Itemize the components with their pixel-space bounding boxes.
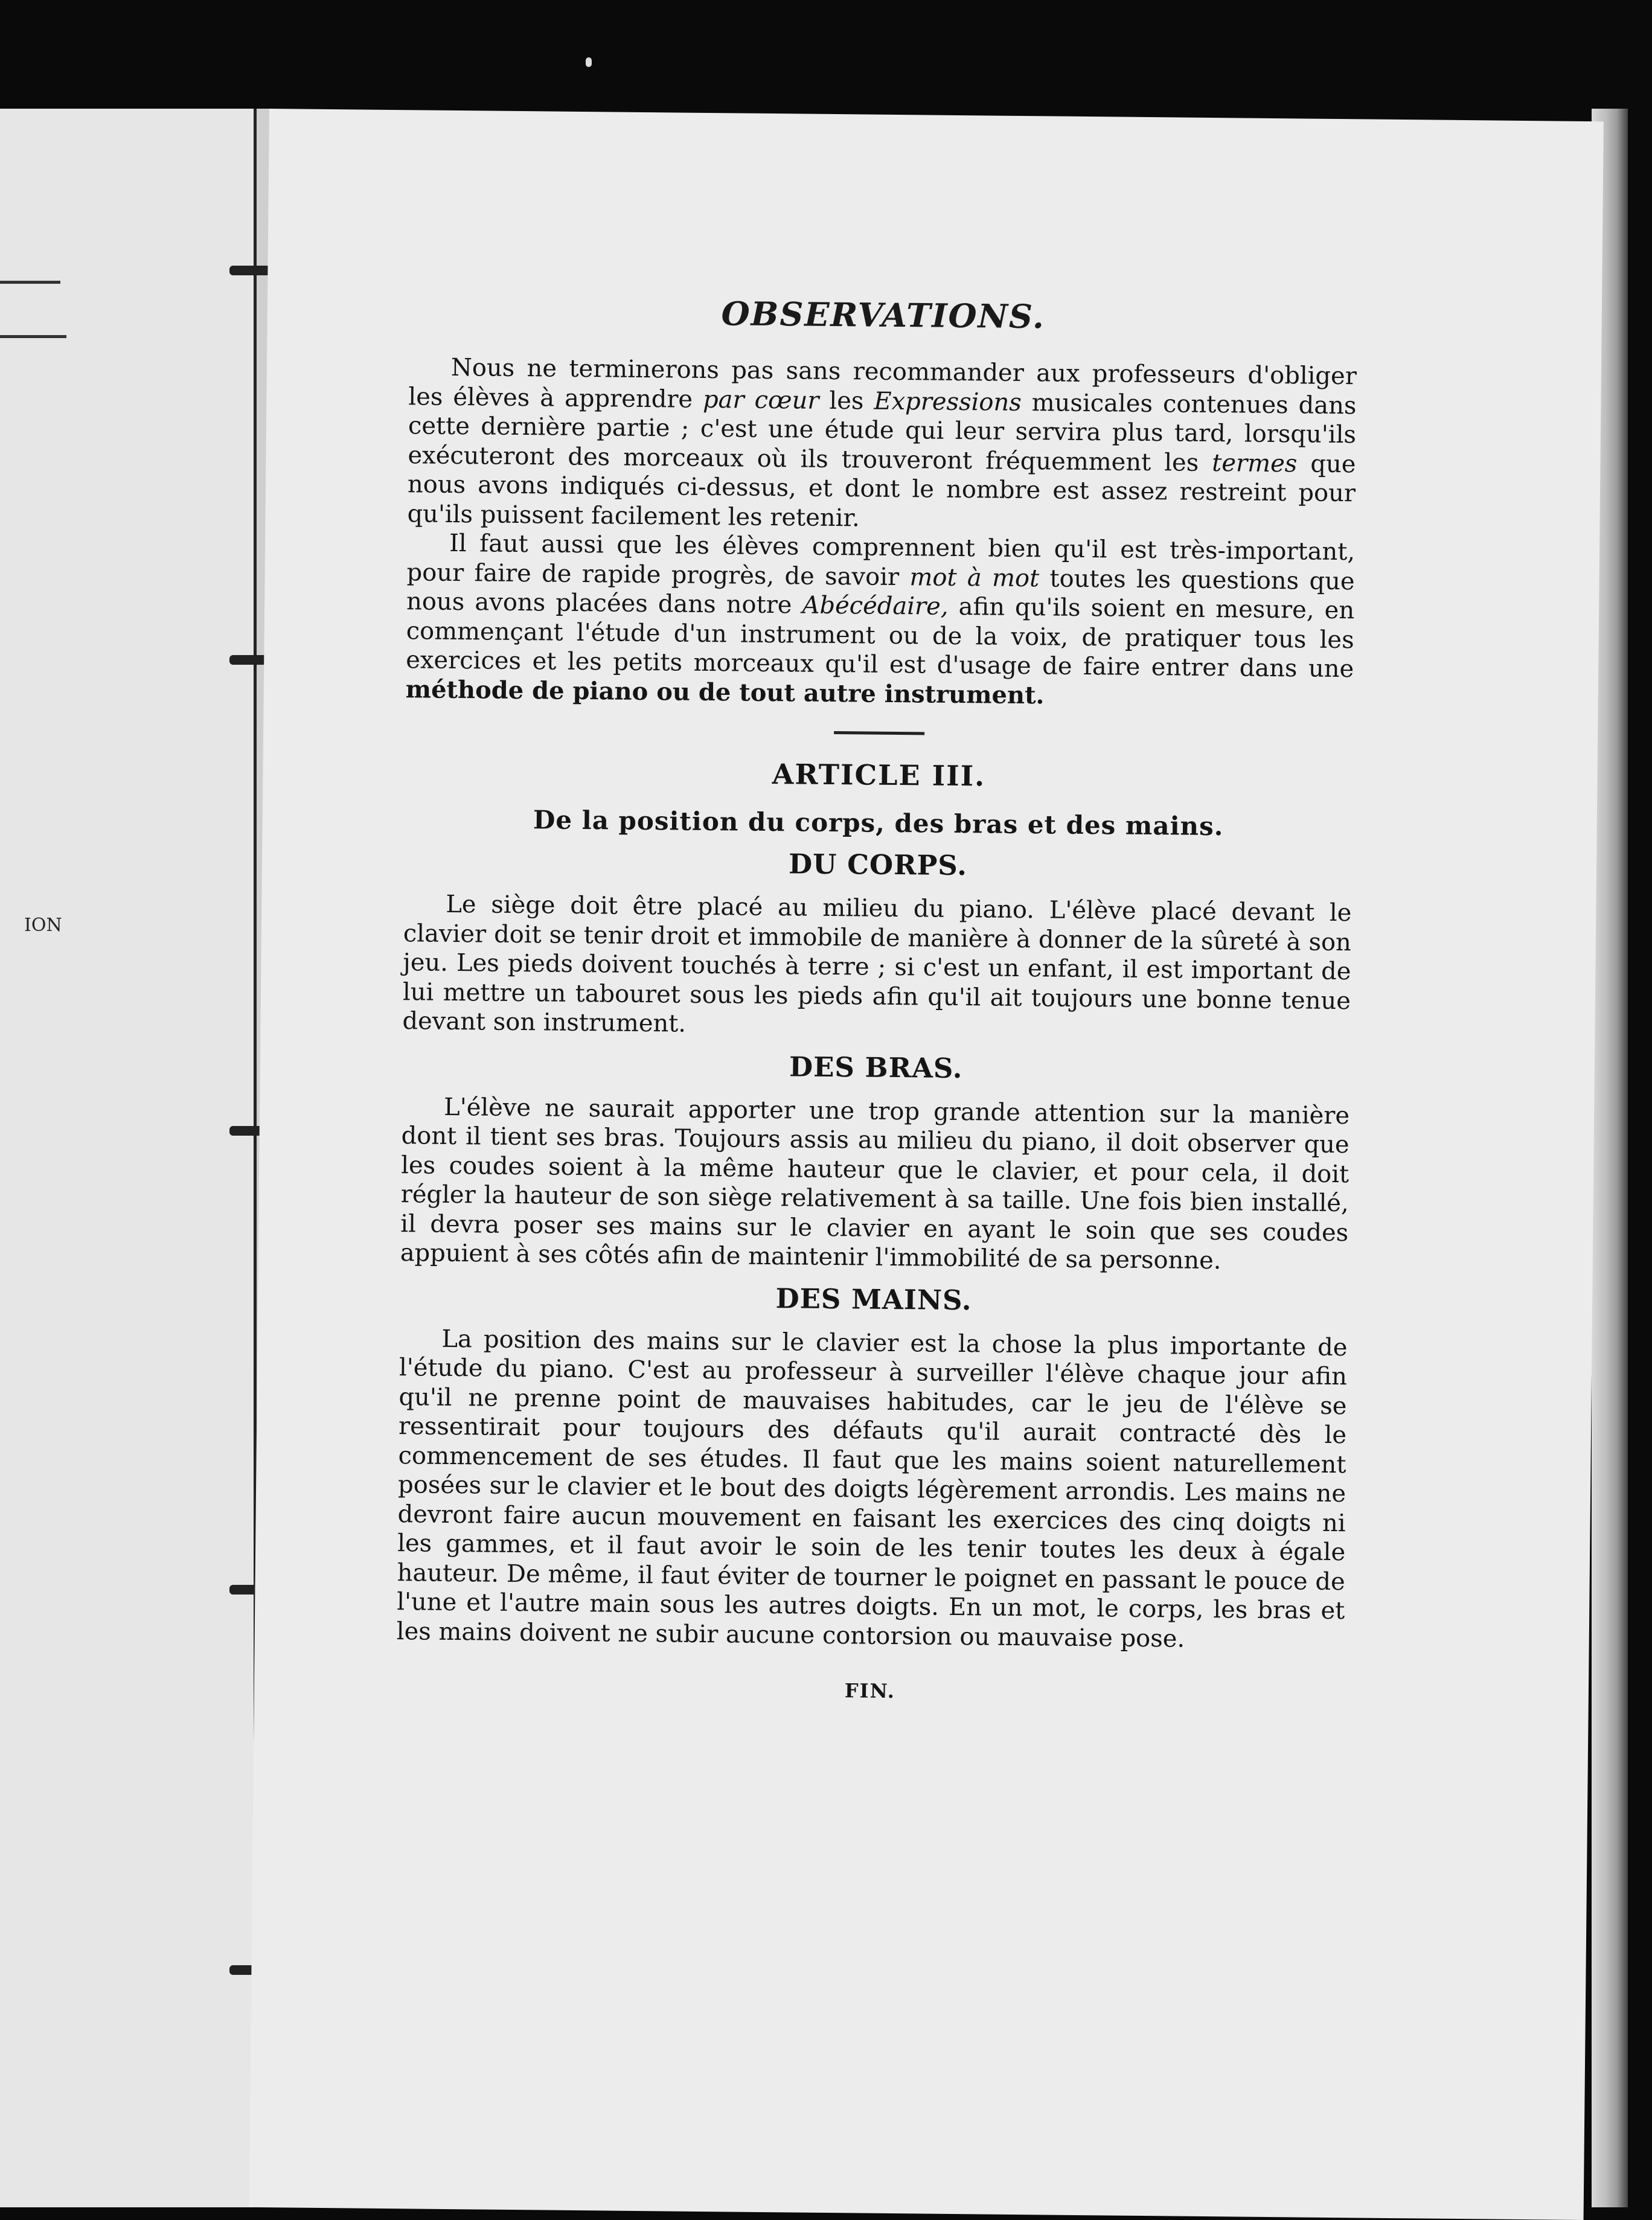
italic-run: termes (1212, 449, 1298, 478)
observations-paragraph-2 (406, 528, 1356, 713)
text-run: musicales contenues dans cette dernière partie ; c'est une étude qui leur servira plus tard, lorsqu'ils exécuteront des morceaux où ils trouveront fréquemment les (408, 388, 1357, 477)
section-text-bras: L'élève ne saurait apporter une trop grande attention sur la manière dont il tient ses bras. Toujours assis au milieu du piano, il doit observer que les coudes soient à la même hauteur que le clavier, et pour cela, il doit régler la hauteur de son siège relativement à sa taille. Une fois bien installé, il devra poser ses mains sur le clavier en ayant le soin que ses coudes appuient à ses côtés afin de maintenir l'immobilité de sa personne. (400, 1093, 1350, 1275)
article-subtitle: De la position du corps, des bras et des mains. (533, 805, 1224, 842)
italic-run: par cœur (702, 385, 819, 415)
observations-paragraph-1 (407, 353, 1357, 537)
observations-title: OBSERVATIONS. (721, 294, 1046, 336)
italic-run: Expressions (874, 387, 1022, 417)
section-title-corps: DU CORPS. (788, 848, 968, 882)
left-page-rule (0, 335, 66, 338)
text-run: toutes les questions que nous avons placées dans notre (406, 564, 1355, 619)
text-run: que nous avons indiqués ci-dessus, et dont le nombre est assez restreint pour qu'ils puissent facilement les retenir. (407, 449, 1356, 532)
right-page (249, 109, 1604, 2220)
left-page-text: ION (24, 915, 62, 936)
bold-run: méthode de piano ou de tout autre instrument. (405, 674, 1045, 709)
page-content (396, 291, 1357, 1707)
section-title-bras: DES BRAS. (789, 1050, 963, 1084)
speck (586, 57, 592, 67)
text-run: Il faut aussi que les élèves comprennent bien qu'il est très-important, pour faire de rapide progrès, de savoir (406, 529, 1356, 591)
section-title-mains: DES MAINS. (775, 1282, 972, 1316)
left-page-rule (0, 281, 60, 284)
article-heading: ARTICLE III. (772, 758, 986, 793)
section-text-mains: La position des mains sur le clavier est la chose la plus importante de l'étude du piano. C'est au professeur à surveiller l'élève chaque jour afin qu'il ne prenne point de mauvaises habitudes, car le jeu de l'élève se ressentirait pour toujours des défauts qu'il aurait contracté dès le commencement de ses études. Il faut que les mains soient naturellement posées sur le clavier et le bout des doigts légèrement arrondis. Les mains ne devront faire aucun mouvement en faisant les exercices des cinq doigts ni les gammes, et il faut avoir le soin de les tenir toutes les deux à égale hauteur. De même, il faut éviter de tourner le poignet en passant le pouce de l'une et l'autre main sous les autres doigts. En un mot, le corps, les bras et les mains doivent ne subir aucune contorsion ou mauvaise pose. (396, 1325, 1348, 1653)
italic-run: Abécédaire, (802, 591, 949, 621)
text-run: Nous ne terminerons pas sans recommander aux professeurs d'obliger les élèves à apprendre (408, 353, 1357, 414)
section-divider (834, 731, 924, 735)
left-page-fragment (0, 109, 266, 2207)
italic-run: mot à mot (909, 563, 1040, 592)
text-run: afin qu'ils soient en mesure, en commençant l'étude d'un instrument ou de la voix, de pratiquer tous les exercices et les petits morceaux qu'il est d'usage de faire entrer dans une (406, 592, 1355, 683)
fin-label: FIN. (844, 1679, 896, 1703)
text-run: les (819, 386, 874, 415)
section-text-corps: Le siège doit être placé au milieu du piano. L'élève placé devant le clavier doit se tenir droit et immobile de manière à donner de la sûreté à son jeu. Les pieds doivent touchés à terre ; si c'est un enfant, il est important de lui mettre un tabouret sous les pieds afin qu'il ait toujours une bonne tenue devant son instrument. (402, 890, 1352, 1038)
